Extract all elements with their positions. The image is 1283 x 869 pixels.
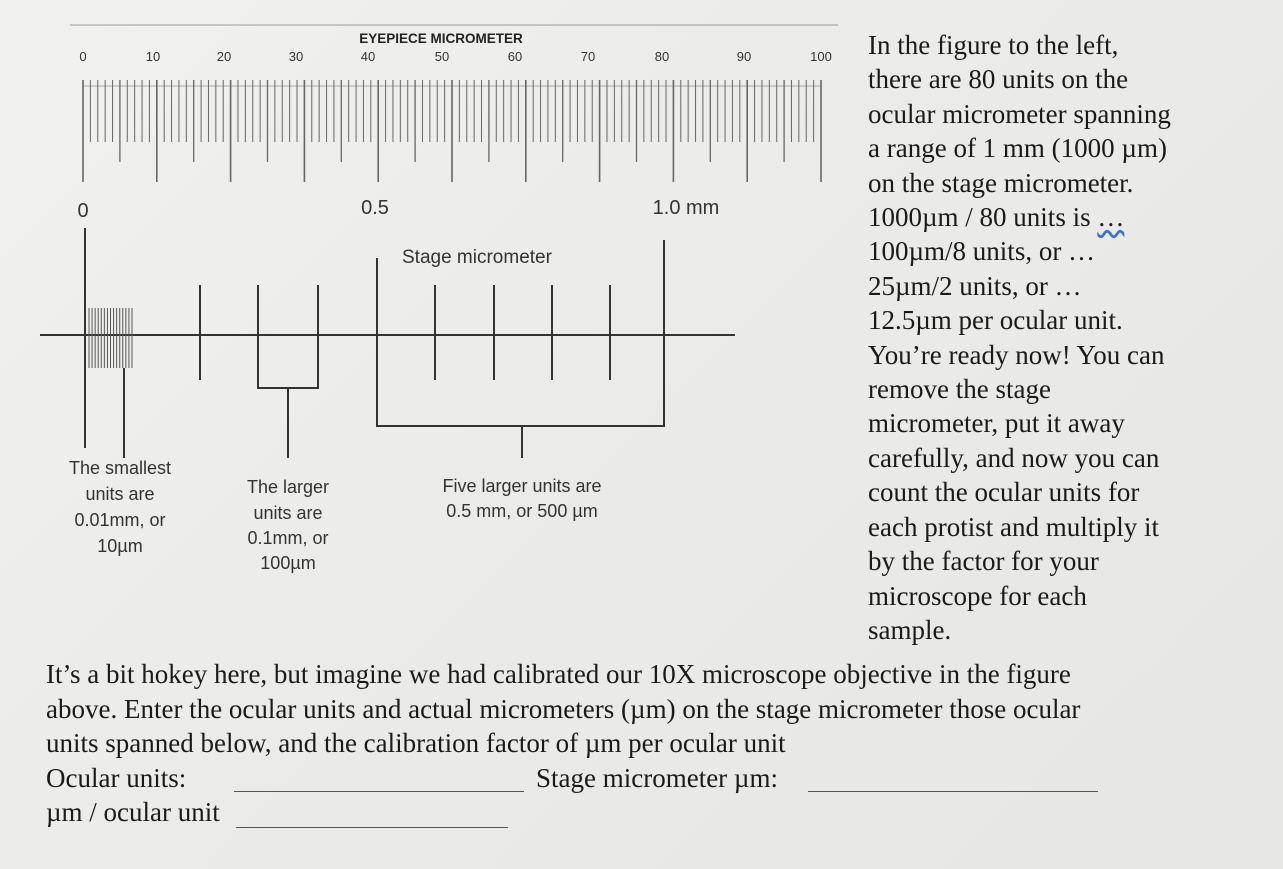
explanation-text [868,28,1278,647]
explanation-line: microscope for each [868,580,1087,611]
instructions-line: It’s a bit hokey here, but imagine we had calibrated our 10X microscope objective in the figure [46,659,1071,689]
caption-line: 100µm [260,553,316,573]
eyepiece-number: 100 [810,49,832,64]
caption-line: The smallest [68,458,172,478]
caption-line: 0.1mm, or [247,528,329,548]
explanation-line: micrometer, put it away [868,408,1125,439]
instructions-line: units spanned below, and the calibration factor of µm per ocular unit [46,728,786,759]
caption-line: 0.01mm, or [74,510,166,530]
stage-fine-ticks [89,308,132,368]
explanation-line: 12.5µm per ocular unit. [868,305,1123,336]
eyepiece-number: 40 [360,49,376,64]
eyepiece-number: 10 [145,49,161,64]
stage-micrometer-graphic [40,228,735,458]
caption-line: Five larger units are [442,476,602,496]
answer-row-factor [46,795,1276,830]
eyepiece-number: 50 [434,49,450,64]
explanation-line: carefully, and now you can [868,442,1160,473]
caption-line: 10µm [97,536,143,556]
stage-number-half: 0.5 [361,197,389,219]
explanation-line: 100µm/8 units, or … [868,236,1096,267]
caption-line: The larger [246,477,330,497]
explanation-line: sample. [868,614,952,645]
answer-row-units [46,761,1276,796]
explanation-line: on the stage micrometer. [868,167,1134,198]
explanation-line: You’re ready now! You can [868,339,1165,370]
eyepiece-number: 30 [288,49,304,64]
eyepiece-number: 60 [507,49,523,64]
caption-line: units are [85,484,155,504]
explanation-line: by the factor for your [868,546,1099,577]
stage-um-input[interactable] [808,765,1098,792]
eyepiece-number: 80 [654,49,670,64]
explanation-line: 25µm/2 units, or … [868,270,1082,301]
explanation-line: count the ocular units for [868,477,1140,508]
five-units-bracket [377,412,664,426]
explanation-line: there are 80 units on the [868,64,1129,95]
eyepiece-scale-ticks [83,80,821,182]
factor-input[interactable] [236,801,508,828]
eyepiece-number: 20 [216,49,232,64]
smallest-units-caption [69,458,171,556]
eyepiece-number: 70 [580,49,596,64]
explanation-line: ocular micrometer spanning [868,98,1171,129]
caption-line: 0.5 mm, or 500 µm [446,501,598,521]
caption-line: units are [253,503,323,523]
explanation-line: a range of 1 mm (1000 µm) [868,133,1167,164]
eyepiece-number: 90 [736,49,752,64]
ocular-units-label: Ocular units: [46,762,187,793]
instructions-line: above. Enter the ocular units and actual micrometers (µm) on the stage micrometer those ocular [46,693,1081,724]
stage-number-one-mm: 1.0 mm [652,197,720,219]
larger-units-caption [247,477,329,573]
stage-um-label: Stage micrometer µm: [536,762,778,793]
larger-units-bracket [258,380,318,388]
explanation-line: each protist and multiply it [868,511,1159,542]
micrometer-diagram [0,0,860,600]
eyepiece-micrometer-label: EYEPIECE MICROMETER [359,31,523,46]
instructions-text [46,657,1276,830]
ocular-units-input[interactable] [234,765,524,792]
eyepiece-scale-numbers [79,49,831,64]
explanation-line: In the figure to the left, [868,30,1119,60]
stage-micrometer-label: Stage micrometer [402,247,552,268]
factor-label: µm / ocular unit [46,797,220,828]
explanation-line: remove the stage [868,374,1051,405]
stage-number-zero: 0 [77,200,89,222]
explanation-line: 1000µm / 80 units is … [868,202,1125,233]
five-units-caption [442,476,601,521]
spellcheck-squiggle: … [1097,202,1125,233]
eyepiece-number: 0 [79,49,87,64]
